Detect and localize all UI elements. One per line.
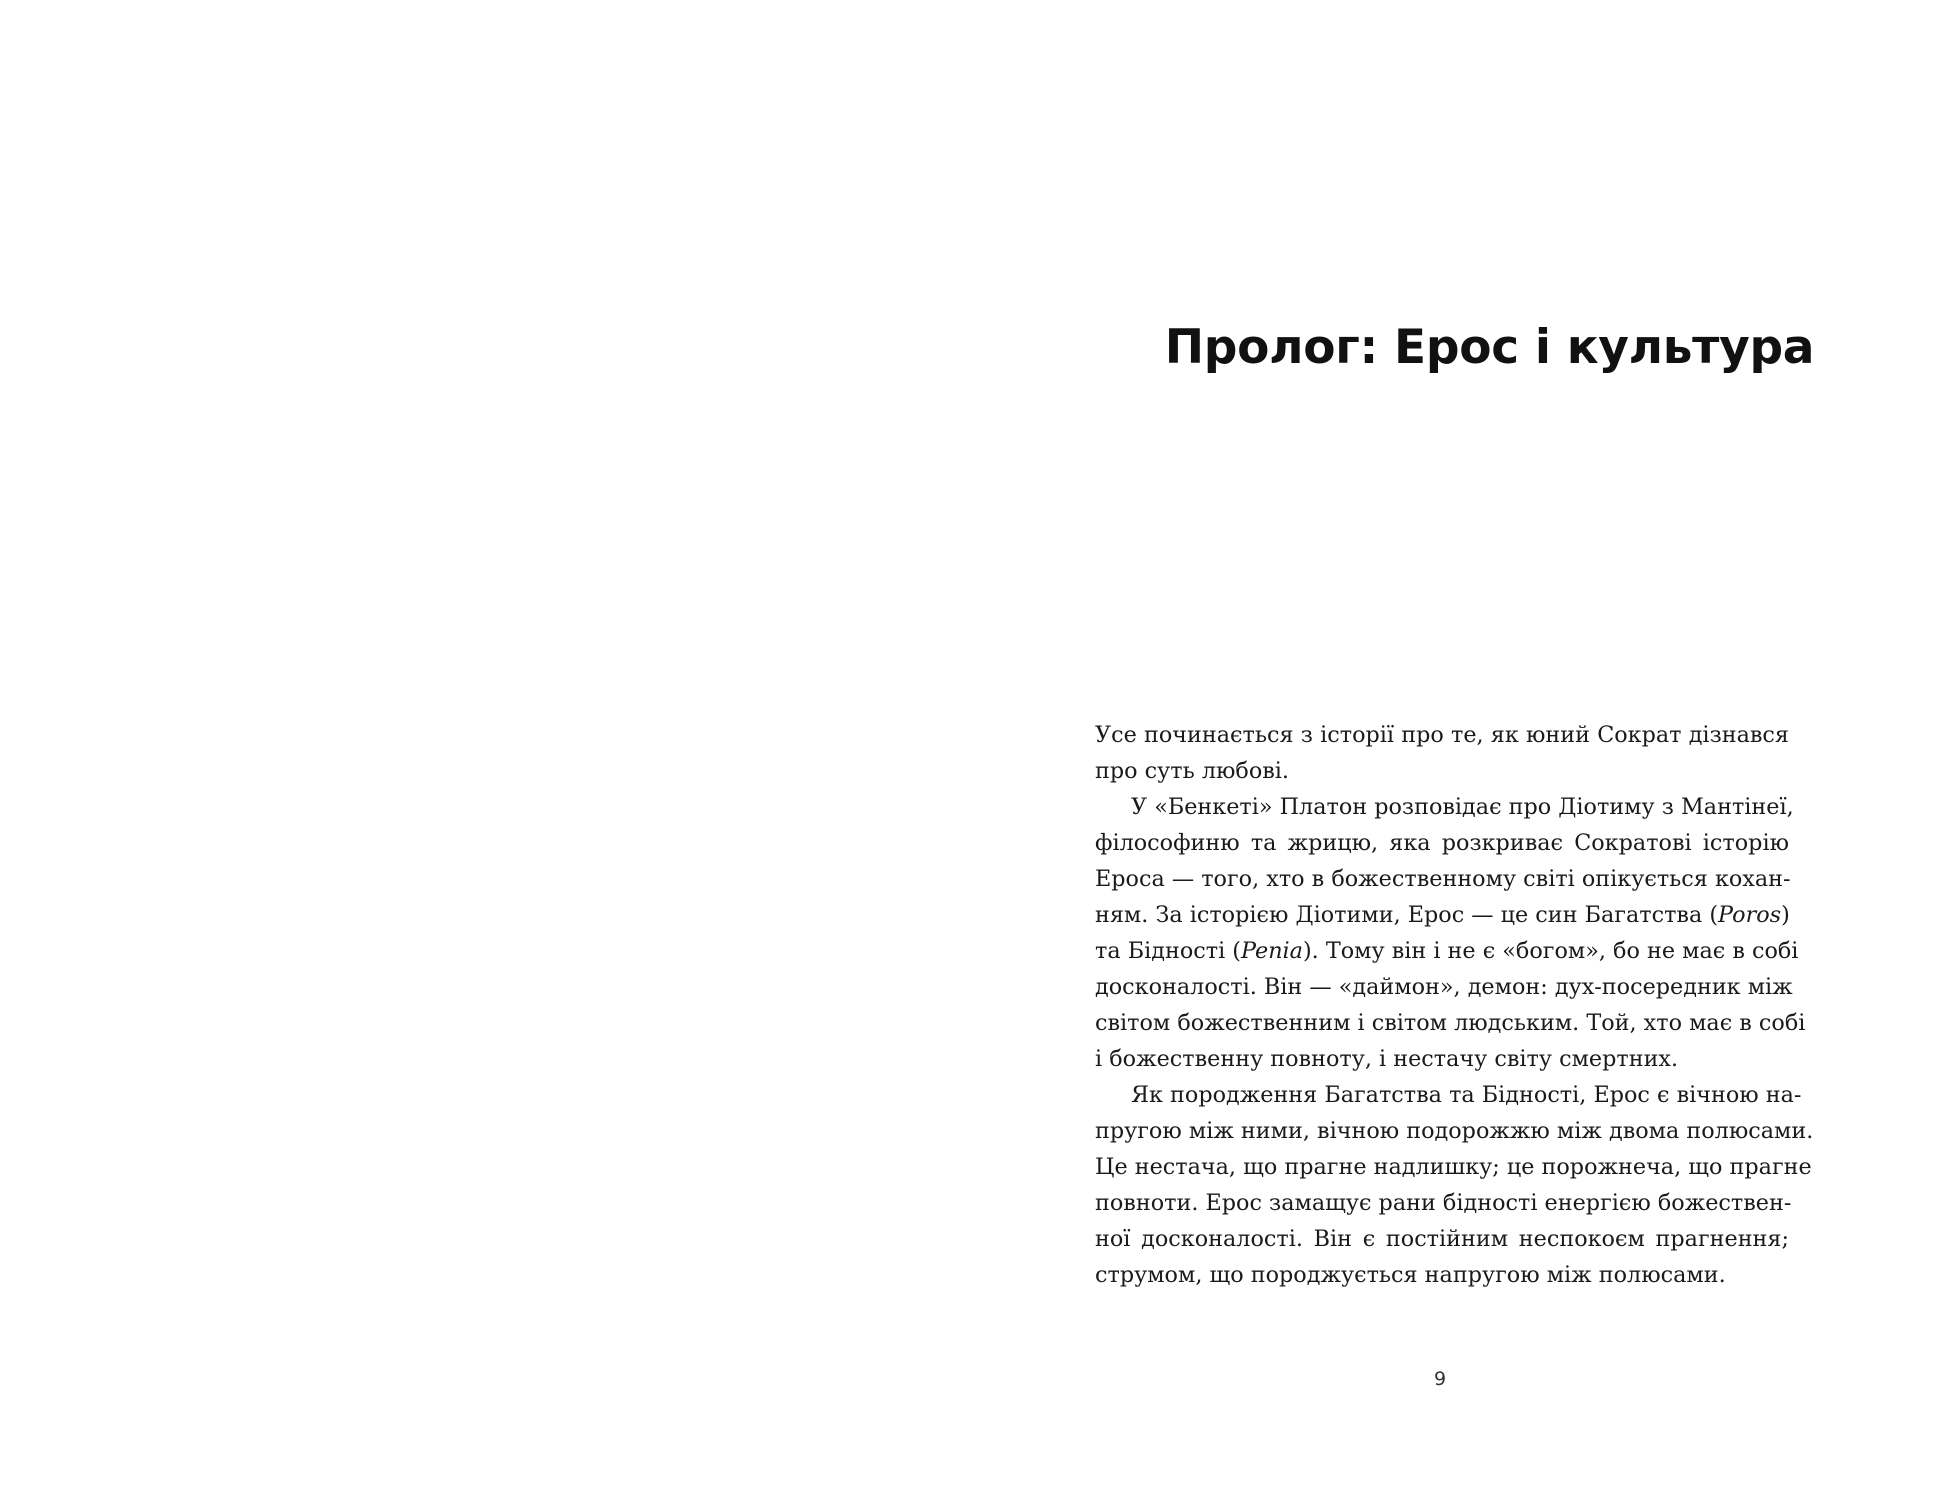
text-line: пругою між ними, вічною подорожжю між двома полюсами. bbox=[1095, 1118, 1814, 1144]
text-line: повноти. Ерос замащує рани бідності енергією божествен- bbox=[1095, 1190, 1792, 1216]
text-line: ням. За історією Діотими, Ерос — це син Багатства (Poros) bbox=[1095, 902, 1790, 928]
text-line: досконалості. Він — «даймон», демон: дух-посередник між bbox=[1095, 974, 1793, 1000]
text-line: Ероса — того, хто в божественному світі опікується кохан- bbox=[1095, 866, 1791, 892]
chapter-title: Пролог: Ерос і культура bbox=[1164, 320, 1815, 375]
italic-term: Poros bbox=[1718, 902, 1782, 928]
paragraph bbox=[1095, 717, 1789, 789]
text-line: світом божественним і світом людським. Той, хто має в собі bbox=[1095, 1010, 1806, 1036]
page-number: 9 bbox=[1433, 1368, 1447, 1390]
text-line: струмом, що породжується напругою між полюсами. bbox=[1095, 1262, 1726, 1288]
paragraph bbox=[1095, 1077, 1814, 1293]
text-line: і божественну повноту, і нестачу світу смертних. bbox=[1095, 1046, 1679, 1072]
text-line: Як породження Багатства та Бідності, Ерос є вічною на- bbox=[1131, 1082, 1802, 1108]
paragraph bbox=[1095, 789, 1806, 1077]
text-line: та Бідності (Penia). Тому він і не є «богом», бо не має в собі bbox=[1095, 938, 1799, 964]
text-line: про суть любові. bbox=[1095, 758, 1290, 784]
text-line: У «Бенкеті» Платон розповідає про Діотиму з Мантінеї, bbox=[1131, 794, 1794, 820]
text-line: Це нестача, що прагне надлишку; це порожнеча, що прагне bbox=[1095, 1154, 1812, 1180]
text-line: Усе починається з історії про те, як юний Сократ дізнався bbox=[1095, 722, 1789, 748]
text-line: ної досконалості. Він є постійним неспокоєм прагнення; bbox=[1095, 1226, 1789, 1252]
text-line: філософиню та жрицю, яка розкриває Сократові історію bbox=[1095, 830, 1789, 856]
body-text bbox=[1095, 717, 1814, 1293]
italic-term: Penia bbox=[1241, 938, 1303, 964]
